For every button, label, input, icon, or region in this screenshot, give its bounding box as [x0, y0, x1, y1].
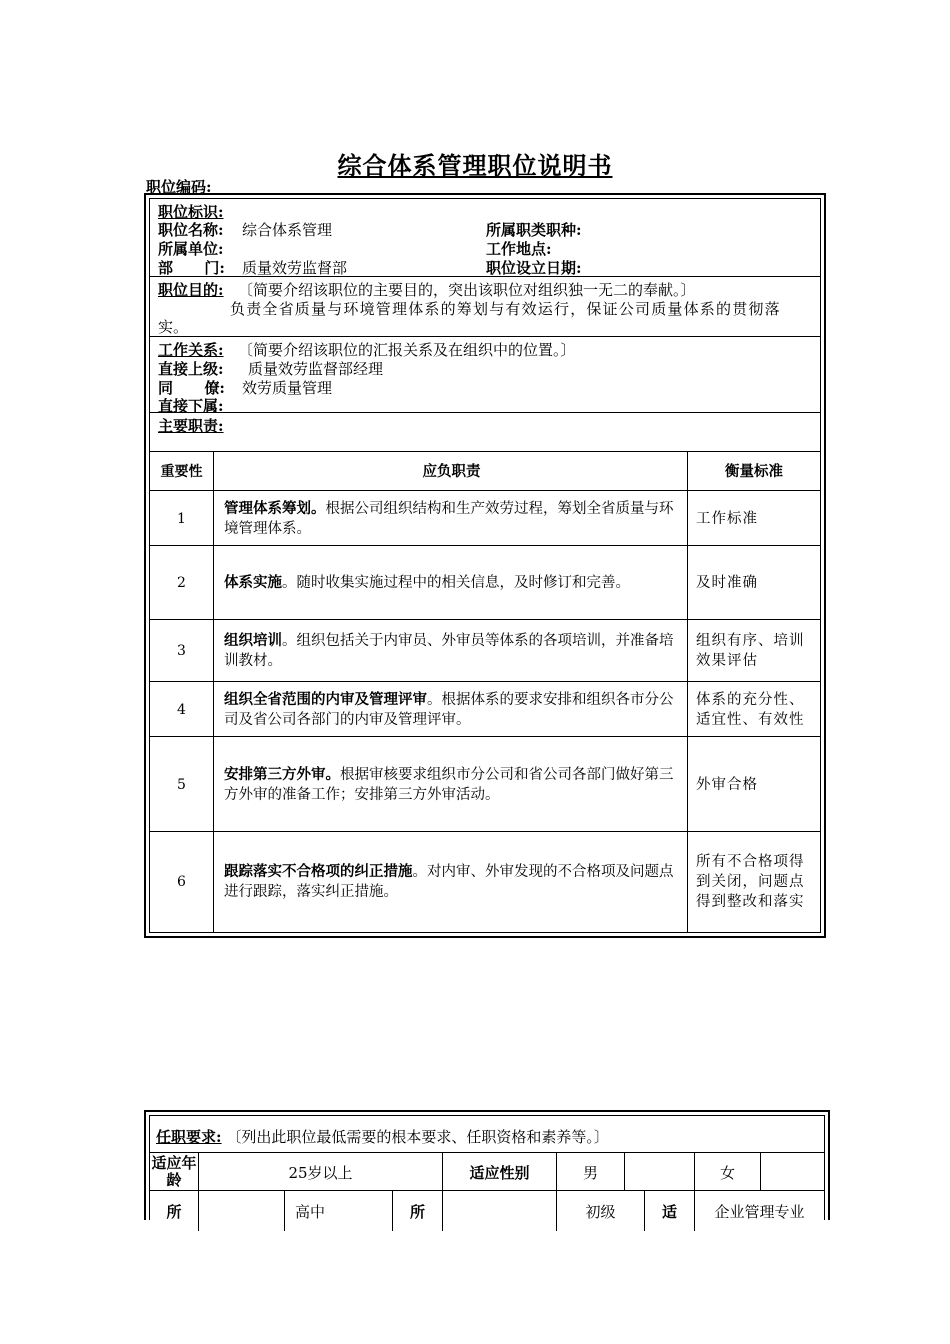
- peer-label: 同 僚:: [158, 379, 225, 397]
- row-duty-text: 根据公司组织结构和生产效劳过程，筹划全省质量与环境管理体系。: [224, 500, 674, 537]
- education-label: 所: [166, 1202, 182, 1221]
- department-value: 质量效劳监督部: [242, 259, 348, 277]
- relations-hint: 〔简要介绍该职位的汇报关系及在组织中的位置。〕: [238, 341, 576, 359]
- row-number: 5: [177, 776, 186, 793]
- row-standard: 及时准确: [687, 546, 820, 620]
- row-standard: 外审合格: [687, 737, 820, 832]
- job-description-box: [144, 193, 826, 938]
- age-value: 25岁以上: [198, 1153, 442, 1191]
- table-row: [150, 681, 820, 737]
- purpose-text-line2: 实。: [158, 318, 189, 336]
- table-row: [150, 736, 820, 832]
- row-duty-text: 。组织包括关于内审员、外审员等体系的各项培训，并准备培训教材。: [224, 633, 674, 669]
- requirements-header: [156, 1126, 609, 1147]
- subordinate-label: 直接下属:: [158, 397, 224, 415]
- education-blank: [198, 1191, 284, 1231]
- document-title: 综合体系管理职位说明书: [337, 151, 613, 180]
- row-responsibility: [213, 546, 687, 620]
- age-label: 适应年龄: [151, 1154, 197, 1189]
- header-importance: 重要性: [160, 463, 203, 480]
- row-standard: 体系的充分性、适宜性、有效性: [687, 682, 820, 737]
- superior-value: 质量效劳监督部经理: [248, 360, 384, 378]
- requirements-age-row: [150, 1152, 824, 1191]
- position-name-value: 综合体系管理: [242, 221, 333, 239]
- gender-male: 男: [556, 1153, 624, 1191]
- table-row: [150, 619, 820, 682]
- identity-section: [150, 199, 820, 277]
- peer-value: 效劳质量管理: [242, 379, 333, 397]
- gender-label: 适应性别: [442, 1153, 556, 1191]
- row-duty-title: 体系实施: [224, 574, 282, 591]
- row-responsibility: [213, 682, 687, 737]
- relations-section: [150, 337, 820, 413]
- row-duty-text: 。随时收集实施过程中的相关信息，及时修订和完善。: [282, 575, 630, 591]
- row-standard: 所有不合格项得到关闭，问题点得到整改和落实: [687, 832, 820, 932]
- purpose-label: 职位目的:: [158, 281, 224, 299]
- superior-label: 直接上级:: [158, 360, 224, 378]
- table-row: [150, 490, 820, 546]
- row-responsibility: [213, 832, 687, 932]
- department-label: 部 门:: [158, 259, 225, 277]
- table-header-row: [150, 451, 820, 491]
- row-duty-text: 。根据体系的要求安排和组织各市分公司及省公司各部门的内审及管理评审。: [224, 691, 674, 728]
- requirements-label: 任职要求:: [156, 1128, 222, 1146]
- header-responsibility: 应负职责: [213, 452, 687, 491]
- purpose-section: [150, 277, 820, 337]
- requirements-education-row: [150, 1190, 824, 1231]
- row-responsibility: [213, 491, 687, 546]
- header-standard: 衡量标准: [687, 452, 820, 491]
- purpose-text-line1: 负责全省质量与环境管理体系的筹划与有效运行，保证公司质量体系的贯彻落: [230, 300, 781, 318]
- row-standard: 组织有序、培训效果评估: [687, 620, 820, 682]
- purpose-hint: 〔简要介绍该职位的主要目的，突出该职位对组织独一无二的奉献。〕: [238, 281, 696, 299]
- row-number: 3: [177, 643, 186, 659]
- row-number: 1: [177, 510, 186, 527]
- row-duty-title: 安排第三方外审。: [224, 765, 340, 783]
- responsibilities-table: [150, 451, 820, 932]
- requirements-box: [144, 1110, 830, 1220]
- gender-female: 女: [694, 1153, 760, 1191]
- table-row: [150, 831, 820, 932]
- job-code-label: 职位编码:: [146, 178, 212, 196]
- job-category-label: 所属职类职种:: [486, 221, 582, 239]
- establish-date-label: 职位设立日期:: [486, 259, 582, 277]
- row-responsibility: [213, 737, 687, 832]
- gender-male-check: [624, 1153, 694, 1191]
- education-value: 高中: [284, 1191, 392, 1231]
- row-responsibility: [213, 620, 687, 682]
- requirements-hint: 〔列出此职位最低需要的根本要求、任职资格和素养等。〕: [226, 1128, 609, 1146]
- row-duty-text: 。对内审、外审发现的不合格项及问题点进行跟踪，落实纠正措施。: [224, 864, 674, 900]
- row-duty-title: 跟踪落实不合格项的纠正措施: [224, 863, 413, 880]
- title-value: 初级: [556, 1191, 644, 1231]
- major-label: 适: [644, 1191, 694, 1231]
- unit-label: 所属单位:: [158, 240, 224, 258]
- row-number: 2: [177, 575, 186, 591]
- row-duty-title: 组织全省范围的内审及管理评审: [224, 690, 427, 708]
- table-row: [150, 545, 820, 620]
- relations-label: 工作关系:: [158, 341, 224, 359]
- row-standard: 工作标准: [687, 491, 820, 546]
- duties-label: 主要职责:: [158, 417, 224, 435]
- position-name-label: 职位名称:: [158, 221, 224, 239]
- work-location-label: 工作地点:: [486, 240, 552, 258]
- identity-label: 职位标识:: [158, 203, 224, 221]
- row-duty-title: 管理体系筹划。: [224, 499, 326, 517]
- gender-female-check: [760, 1153, 824, 1191]
- row-number: 6: [177, 874, 186, 890]
- title-label: 所: [392, 1191, 442, 1231]
- row-duty-title: 组织培训: [224, 632, 282, 649]
- major-value: 企业管理专业: [694, 1191, 824, 1231]
- title-blank: [442, 1191, 556, 1231]
- row-duty-text: 根据审核要求组织市分公司和省公司各部门做好第三方外审的准备工作；安排第三方外审活动。: [224, 766, 674, 803]
- row-number: 4: [177, 701, 186, 718]
